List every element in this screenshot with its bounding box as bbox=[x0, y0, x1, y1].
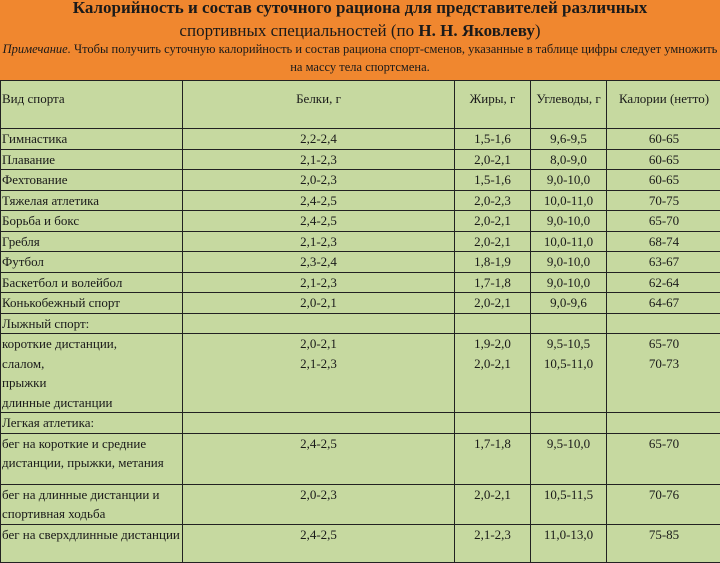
section-row bbox=[1, 313, 720, 334]
table-row bbox=[1, 129, 720, 150]
table-row bbox=[1, 231, 720, 252]
cell-carbs: 9,0-10,0 bbox=[531, 272, 607, 293]
header-carbs: Углеводы, г bbox=[531, 81, 607, 129]
note-label: Примечание. bbox=[3, 42, 71, 56]
header-sport: Вид спорта bbox=[1, 81, 183, 129]
cell-sport: Тяжелая атлетика bbox=[1, 190, 183, 211]
cell-protein: 2,4-2,5 bbox=[183, 433, 455, 484]
table-header-row bbox=[1, 81, 720, 129]
header-fat: Жиры, г bbox=[455, 81, 531, 129]
cell-fat: 1,9-2,0 2,0-2,1 bbox=[455, 334, 531, 413]
cell-fat: 1,7-1,8 bbox=[455, 272, 531, 293]
cell-protein bbox=[183, 313, 455, 334]
cell-carbs: 10,0-11,0 bbox=[531, 231, 607, 252]
cell-kcal: 70-76 bbox=[607, 484, 720, 524]
cell-fat: 2,0-2,1 bbox=[455, 231, 531, 252]
cell-kcal bbox=[607, 313, 720, 334]
cell-fat: 2,0-2,1 bbox=[455, 293, 531, 314]
cell-fat bbox=[455, 313, 531, 334]
cell-carbs bbox=[531, 413, 607, 434]
table-row bbox=[1, 293, 720, 314]
cell-fat: 1,5-1,6 bbox=[455, 129, 531, 150]
cell-sport: Борьба и бокс bbox=[1, 211, 183, 232]
cell-kcal: 64-67 bbox=[607, 293, 720, 314]
title-line-2-suffix: ) bbox=[535, 21, 541, 40]
cell-sport: Плавание bbox=[1, 149, 183, 170]
cell-fat: 2,0-2,3 bbox=[455, 190, 531, 211]
cell-sport: бег на сверхдлинные дистанции bbox=[1, 524, 183, 562]
cell-fat: 2,0-2,1 bbox=[455, 149, 531, 170]
cell-sport: бег на длинные дистанции и спортивная ходьба bbox=[1, 484, 183, 524]
cell-carbs: 9,5-10,5 10,5-11,0 bbox=[531, 334, 607, 413]
table-row bbox=[1, 484, 720, 524]
section-label: Легкая атлетика: bbox=[1, 413, 183, 434]
section-row bbox=[1, 413, 720, 434]
cell-sport: Баскетбол и волейбол bbox=[1, 272, 183, 293]
cell-sport: короткие дистанции, слалом, прыжки длинные дистанции bbox=[1, 334, 183, 413]
cell-sport: Гимнастика bbox=[1, 129, 183, 150]
header-kcal: Калории (нетто) bbox=[607, 81, 720, 129]
cell-kcal bbox=[607, 413, 720, 434]
page-title bbox=[0, 0, 720, 42]
cell-carbs: 9,0-10,0 bbox=[531, 211, 607, 232]
nutrition-table bbox=[0, 80, 720, 563]
cell-fat: 1,8-1,9 bbox=[455, 252, 531, 273]
note bbox=[0, 40, 720, 76]
cell-kcal: 62-64 bbox=[607, 272, 720, 293]
cell-carbs: 10,0-11,0 bbox=[531, 190, 607, 211]
cell-carbs: 9,0-10,0 bbox=[531, 252, 607, 273]
cell-kcal: 65-70 bbox=[607, 433, 720, 484]
table-row bbox=[1, 149, 720, 170]
cell-kcal: 63-67 bbox=[607, 252, 720, 273]
section-label: Лыжный спорт: bbox=[1, 313, 183, 334]
title-author: Н. Н. Яковлеву bbox=[418, 21, 535, 40]
cell-sport: Конькобежный спорт bbox=[1, 293, 183, 314]
table-row bbox=[1, 211, 720, 232]
cell-kcal: 65-70 70-73 bbox=[607, 334, 720, 413]
cell-fat bbox=[455, 413, 531, 434]
cell-kcal: 68-74 bbox=[607, 231, 720, 252]
cell-protein: 2,3-2,4 bbox=[183, 252, 455, 273]
cell-protein: 2,0-2,3 bbox=[183, 484, 455, 524]
cell-protein: 2,1-2,3 bbox=[183, 272, 455, 293]
cell-sport: Гребля bbox=[1, 231, 183, 252]
table-row bbox=[1, 170, 720, 191]
table-row bbox=[1, 272, 720, 293]
title-line-2 bbox=[0, 19, 720, 42]
cell-protein: 2,1-2,3 bbox=[183, 231, 455, 252]
cell-protein: 2,4-2,5 bbox=[183, 524, 455, 562]
table-row bbox=[1, 334, 720, 413]
cell-kcal: 60-65 bbox=[607, 129, 720, 150]
cell-carbs: 10,5-11,5 bbox=[531, 484, 607, 524]
cell-protein: 2,2-2,4 bbox=[183, 129, 455, 150]
cell-sport: Футбол bbox=[1, 252, 183, 273]
cell-carbs: 9,5-10,0 bbox=[531, 433, 607, 484]
cell-protein: 2,4-2,5 bbox=[183, 190, 455, 211]
note-text: Чтобы получить суточную калорийность и состав рациона спорт-сменов, указанные в таблице цифры следует умножить на массу тела спортсмена. bbox=[71, 42, 718, 74]
table-row bbox=[1, 524, 720, 562]
title-line-2-prefix: спортивных специальностей (по bbox=[179, 21, 418, 40]
header-protein: Белки, г bbox=[183, 81, 455, 129]
cell-carbs: 8,0-9,0 bbox=[531, 149, 607, 170]
table-row bbox=[1, 252, 720, 273]
cell-carbs: 11,0-13,0 bbox=[531, 524, 607, 562]
cell-kcal: 75-85 bbox=[607, 524, 720, 562]
cell-fat: 1,7-1,8 bbox=[455, 433, 531, 484]
cell-fat: 2,0-2,1 bbox=[455, 211, 531, 232]
cell-kcal: 70-75 bbox=[607, 190, 720, 211]
cell-fat: 2,1-2,3 bbox=[455, 524, 531, 562]
cell-kcal: 60-65 bbox=[607, 170, 720, 191]
table-row bbox=[1, 190, 720, 211]
cell-protein: 2,0-2,1 2,1-2,3 bbox=[183, 334, 455, 413]
cell-carbs: 9,0-10,0 bbox=[531, 170, 607, 191]
cell-protein: 2,4-2,5 bbox=[183, 211, 455, 232]
cell-kcal: 65-70 bbox=[607, 211, 720, 232]
cell-protein: 2,0-2,3 bbox=[183, 170, 455, 191]
cell-sport: Фехтование bbox=[1, 170, 183, 191]
cell-carbs: 9,0-9,6 bbox=[531, 293, 607, 314]
cell-protein: 2,1-2,3 bbox=[183, 149, 455, 170]
cell-sport: бег на короткие и средние дистанции, прыжки, метания bbox=[1, 433, 183, 484]
table-row bbox=[1, 433, 720, 484]
cell-fat: 1,5-1,6 bbox=[455, 170, 531, 191]
cell-protein bbox=[183, 413, 455, 434]
cell-carbs bbox=[531, 313, 607, 334]
cell-kcal: 60-65 bbox=[607, 149, 720, 170]
cell-fat: 2,0-2,1 bbox=[455, 484, 531, 524]
cell-carbs: 9,6-9,5 bbox=[531, 129, 607, 150]
cell-protein: 2,0-2,1 bbox=[183, 293, 455, 314]
title-line-1: Калорийность и состав суточного рациона для представителей различных bbox=[0, 0, 720, 19]
